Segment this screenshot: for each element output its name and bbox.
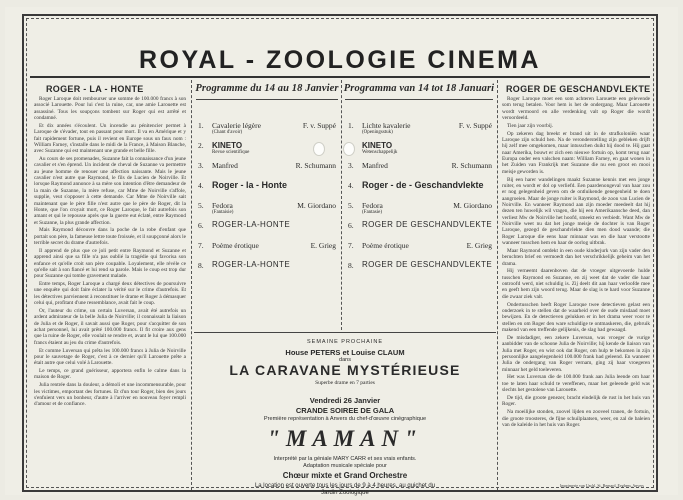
programme-item [348,218,492,238]
item-title: ROGER DE GESCHANDVLEKTE [362,260,493,269]
location-line: La location est ouverte tous les jours de 9 à 4 heures, au guichet du [254,483,436,489]
programme-nl-rule [345,99,493,100]
item-title: Manfred [212,161,238,170]
item-number: 3. [348,161,354,170]
cast-line: House PETERS et Louise CLAUM [285,348,405,357]
right-paragraph: Op zekeren dag breekt er brand uit in de strafkoloniën waar Laroque zijn schuld hen. Na de veronderstelling zijn gebleken drijft hij zelf mee omgekomen, maar intusschen duikt hij dood te. Hij gaat naar Amerika, bouwt er zich een nieuwe fortuin op, komt terug naar Europa onder een valschen naam: William Farney, en gaat wonen in het Zuiden van Frankrijk met Suzanne die nu een groot en mooi meisje geworden is. [502,130,650,175]
programme-item [198,238,336,258]
left-paragraph: Mais Raymond découvre dans la poche de la robe d'enfant que portait son père, la fameuse lettre toute froissée, et il soupçonné alors le terrible secret du drame d'autrefois. [34,227,186,247]
left-paragraph: Roger Laroque doit rembourser une somme de 100.000 francs à son associé Larouette. Pour lui c'est la ruine, car, une amie Larouette est assassiné. Tous les soupçons tombent sur Roger qui est arrêté et condamné. [34,96,186,122]
item-title: ROGER DE GESCHANDVLEKTE [362,220,493,229]
page-title: ROYAL - ZOOLOGIE CINEMA [139,46,541,74]
item-composer: F. v. Suppé [458,121,492,130]
right-paragraph: De tijd, die groote genezer, bracht eindelijk de rust in het huis van Roger. [502,394,650,408]
item-composer: R. Schumann [295,161,336,170]
dans-label: dans [339,357,351,363]
title-divider [30,76,650,78]
right-paragraph: Het was Luversan die de 100.000 frank aan Julia leende om haar toe te laten haar schuld te vereffenen, maar het geleende geld was slechts het gestolene van Larouette. [502,374,650,394]
item-number: 1. [198,121,204,130]
item-subtitle: (Fantaisie) [212,210,234,215]
programme-fr-heading: Programme du 14 au 18 Janvier [195,83,339,94]
item-composer: E. Grieg [466,241,492,250]
programme-fr-rule [196,99,338,100]
item-title: ROGER-LA-HONTE [212,260,291,269]
right-paragraph: Maar Raymond ontdekt in een oude kinderjurk van zijn vader den beruchten brief en vermoedt dan het verschrikkelijk geheim van het drama. [502,247,650,267]
item-composer: R. Schumann [451,161,492,170]
left-paragraph: Julia rentrée dans la douleur, a démoli et une incommensurable, pour les victimes, emportant des fortunes. Et d'un tour Roger, bien des jours s'enfuient vers un bonheur, d'autre à l'arriver en nouveau foyer rempli d'amour et de confiance. [34,382,186,408]
maman-title: "MAMAN" [267,426,423,451]
item-composer: M. Giordano [453,201,492,210]
item-number: 5. [198,201,204,210]
item-title: Cavalerie légère [212,121,261,130]
programme-item [198,178,336,198]
punch-hole-left [313,142,325,156]
left-paragraph: Il apprend de plus que ce joli petit entre Raymond et Suzanne et apprend ainsi que sa fille n'a pas oublié la tragédie qui favorisa son enfance et qu'elle croit son père coupable. Loyalement, elle révèle ce qu'elle sait à son fiancé et lui rend sa parole. Mais le coup est trop dur pour Suzanne qui tombe gravement malade. [34,247,186,280]
item-number: 8. [198,261,204,270]
adaptation-line: Adaptation musicale spéciale pour [303,463,387,469]
programme-item [348,138,492,158]
printer-imprint: Imprimerie van Uachl, St. Bernard, Eeghem, Anvers [560,483,644,488]
right-paragraph: Roger Laroque moet een som achteren Larouette een gelevende som terug betalen. Voor hem is het de ondergang. Maar Larouette wordt vermoord en alle verdenking valt op Roger die wordt veroordeeld. [502,96,650,122]
item-composer: E. Grieg [310,241,336,250]
next-week-label: SEMAINE PROCHAINE [307,339,383,345]
item-composer: M. Giordano [297,201,336,210]
left-paragraph: Au cours de ses promenades, Suzanne fait la connaissance d'un jeune cavalier et s'en éprend. Un incident de cheval de Suzanne va permettre au jeune homme de renouer une affection naissante. Mais le jeune cavalier n'est autre que Raymond, le fils de Lucien de Noirville. Et lorsque Raymond annonce à sa mère son intention d'être demandeur de la main de Suzanne, la mère refuse, car Mme de Noirville s'affole, supplie, veut s'opposer à cette demande. Car Mme de Noirville sait maintenant que le père fille n'est autre que le père de Roger, dit la Honte, que l'on croyait mort, ce Roger Laroque, le fait autrefois son amant et qui le repousse après que la guerre eut éclaté, entre Raymond et Suzanne, la plus grande affection. [34,156,186,226]
item-title: Lichte kavalerie [362,121,411,130]
programme-bottom-rule [194,332,496,333]
item-subtitle: (Fantasie) [362,210,382,215]
left-paragraph: Or, l'auteur du crime, un certain Luversan, avait été autrefois un ardent admirateur de la belle Julia de Noirville; il connaissait la liaison de Julia et de Roger, il savait aussi que Roger, pour s'acquitter de son achat personnel, lui avait prêté 100.000 francs. Il fit croire aux gens que la ruine de Roger, elle voulait se rendre et, avant le lui que 100.000 francs étaient au jeu du crime d'autrefois. [34,308,186,346]
right-paragraph: Tien jaar zijn voorbij. [507,122,553,129]
programme-item [198,258,336,278]
center-column-divider [341,80,342,330]
next-film-title: LA CARAVANE MYSTÉRIEUSE [229,362,461,378]
left-paragraph: Le temps, ce grand guérisseur, apportera enfin le calme dans la maison de Roger. [34,368,186,381]
programme-item [198,218,336,238]
programme-item [198,198,336,218]
item-subtitle: (Openingsstuk) [362,130,393,135]
punch-hole-right [343,142,355,156]
programme-item [348,198,492,218]
item-composer: F. v. Suppé [302,121,336,130]
programme-item [348,158,492,178]
item-number: 8. [348,261,354,270]
item-title: KINETO [362,141,393,150]
right-paragraph: Bij een harer wandelingen maakt Suzanne kennis met een jonge ruiter, en wordt er dol op verliefd. Een paardenongeval van haar zou er nog gelegenheid geven om de ontluikende genegenheid te doen aangroeien. Maar de jonge ruiter is Raymond, de zoon van Lucien de Noirville. En wanneer Raymond aan zijn moeder meedeelt dat hij dezen ten huwelijk wil vragen, die hij een Amerikaansche deed, dan verliest Mw de Noirville het hoofd, smeekt en verbiedt. Want Mw de Noirville weet nu dat het jonge meisje de dochter is van Roger Laroque, gezegd de geschandvlekte dien men dood waande; die Roger Laroque die eens haar minnaar was en die haar verstootte wanneer tusschen hem en haar de oorlog uitbrak. [502,176,650,247]
item-title: ROGER-LA-HONTE [212,220,291,229]
interpretation-line: Interprété par la géniale MARY CARR et ses vrais enfants. [273,456,417,462]
programme-item [198,158,336,178]
item-title: Roger - de - Geschandvlekte [362,180,484,190]
premiere-line: Première représentation à Anvers du chef-d'œuvre cinégraphique [263,416,427,422]
item-subtitle: Revue scientifique [212,150,250,155]
item-number: 6. [198,221,204,230]
programme-nl-heading: Programma van 14 tot 18 Januari [343,83,495,94]
item-number: 5. [348,201,354,210]
jardin-line: Jardin Zoologique [321,490,369,496]
item-title: Manfred [362,161,388,170]
programme-item [348,178,492,198]
item-number: 7. [198,241,204,250]
next-film-subtitle: Superbe drame en 7 parties [315,380,375,386]
item-subtitle: (Chant d'avoir) [212,130,243,135]
item-number: 4. [198,181,204,190]
right-paragraph: Ondertusschen heeft Roger Laroque twee detectieven gelast een onderzoek in te stellen dat de waarheid over de oude misdaad moet bewijzen. En de detectieven gelukken er in het drama weer voor te stellen en om Roger den ware schuldige te ontmaskeren, die, gebruik makend van een treffende gelijkenis, de slag had gewaagd. [502,301,650,334]
item-title: Fedora [212,201,233,210]
programme-item [348,238,492,258]
programme-item [198,118,336,138]
choir-line: Chœur mixte et Grand Orchestre [282,471,408,480]
left-paragraph: Et comme Luversan qui prêta les 100.000 francs à Julia de Noirville pour le sauvetage de Roger, c'est à ce dernier qu'il Larouette prête a était autre que celui volé à Larouette. [34,347,186,367]
item-number: 4. [348,181,354,190]
programme-nl-list [348,118,492,278]
programme-item [348,118,492,138]
left-story-heading: ROGER - LA - HONTE [46,84,144,94]
programme-item [348,258,492,278]
item-number: 2. [198,141,204,150]
right-paragraph: Hij verneemt daarenboven dat de vroeger uitgevoerde hulde tusschen Raymond en Suzanne, en zij weet dat de vader die haar ontroofd werd, niet schuldig is. Zij deelt dit aan haar verloofde mee en geeft hem zijn woord terug. Maar de slag is te hard voor Suzanne die zwaar ziek valt. [502,268,650,300]
item-subtitle: Wetenschappelijk [362,150,398,155]
item-title: Poème érotique [362,241,409,250]
item-title: Poème érotique [212,241,259,250]
item-title: KINETO [212,141,243,150]
right-paragraph: De misdadiger, een zekere Luversan, was vroeger de vurige aanbidder van de schoone Julia de Noirville; hij kende de liaison van Julia met Roger, en wist ook dat Roger, om hulp te bekomen in zijn persoonlijke aangelegenheid 100.000 frank had geleend. En wanneer Julia de ondergang van Roger vernam, ging zij haar vroegeren minnaar het geld toeleveren. [502,334,650,373]
gala-title: CRANDE SOIREE DE GALA [295,406,395,415]
gala-date: Vendredi 26 Janvier [309,396,381,405]
item-number: 6. [348,221,354,230]
left-paragraph: Entre temps, Roger Laroque a chargé deux détectives de poursuivre une enquête qui doit faire éclater la vérité sur le crime d'autrefois. Et les détectives parviennent à reconstituer le drame et Roger à démasquer celui qui, profitant d'une ressemblance, avait fait le coup. [34,281,186,307]
left-paragraph: Et dix années s'écoulent. Un incendie au pénitencier permet à Laroque de s'évader, tout en passant pour mort. Il va en Amérique et y fait rapidement fortune, puis il revient en Europe sous un faux nom : William Farney, s'installe dans le midi de la France, à Maison Blanche, avec Suzanne qui est maintenant une grande et belle fille. [34,122,186,155]
item-number: 7. [348,241,354,250]
left-story-text [34,96,186,486]
item-number: 3. [198,161,204,170]
item-number: 1. [348,121,354,130]
right-story-heading: ROGER DE GESCHANDVLEKTE [506,84,651,94]
right-paragraph: Na moeilijke stonden, zoovel lijden en zooveel tranen, de fortuin, die groote troosteres, de fijne schuilplaatsen, weer, en zal de baleien van de kaleide in het huis van Roger. [502,409,650,428]
item-title: Fedora [362,201,383,210]
item-title: Roger - la - Honte [212,180,288,190]
right-story-text [502,96,650,476]
